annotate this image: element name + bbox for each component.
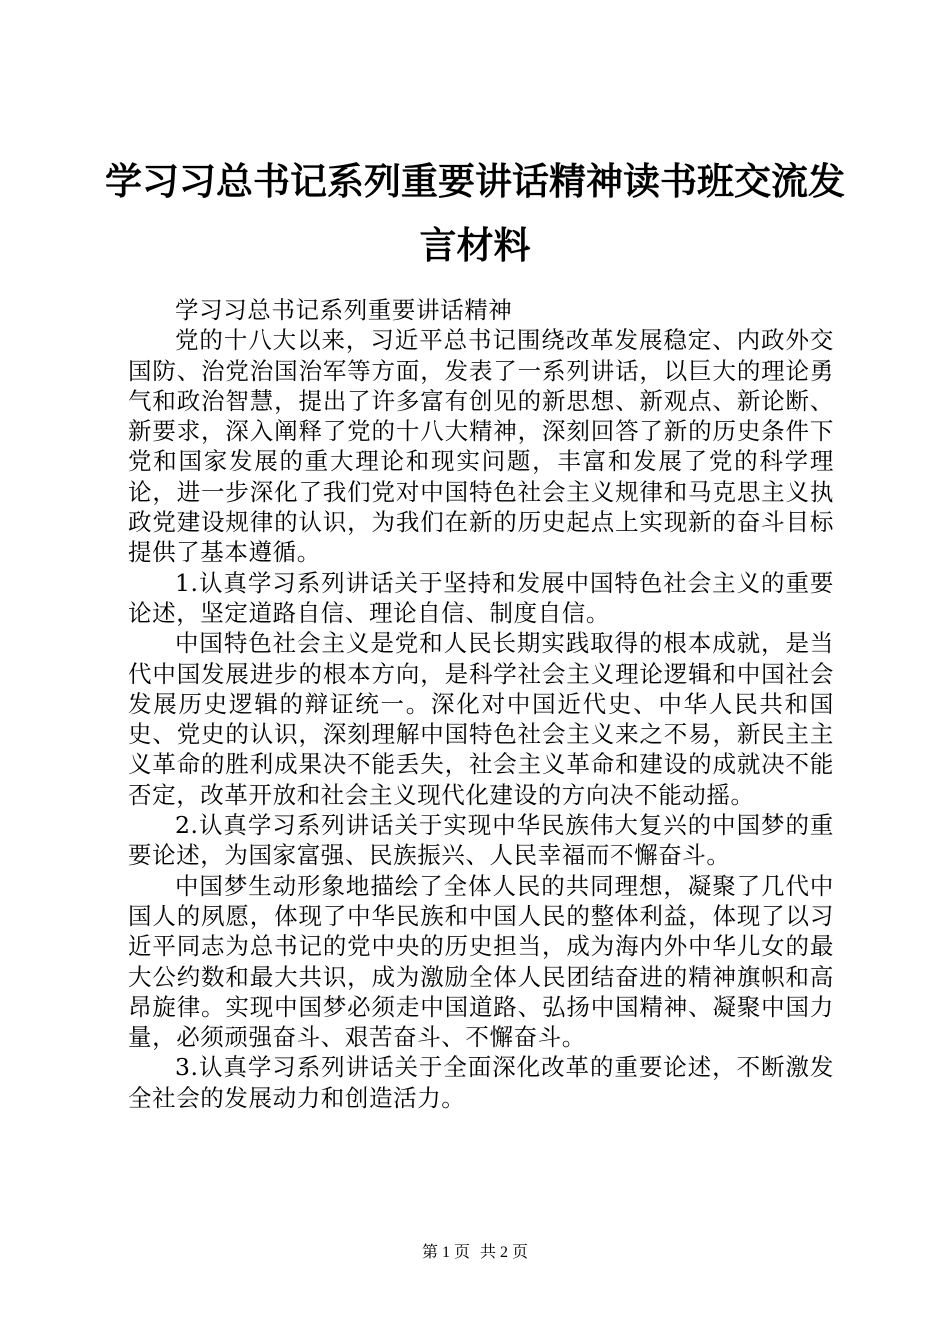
paragraph: 中国梦生动形象地描绘了全体人民的共同理想，凝聚了几代中国人的夙愿，体现了中华民族和中国人民的整体利益，体现了以习近平同志为总书记的党中央的历史担当，成为海内外中华儿女的最大公约数和最大共识，成为激励全体人民团结奋进的精神旗帜和高昂旋律。实现中国梦必须走中国道路、弘扬中国精神、凝聚中国力量，必须顽强奋斗、艰苦奋斗、不懈奋斗。 — [128, 871, 834, 1052]
paragraph-subtitle: 学习习总书记系列重要讲话精神 — [175, 296, 513, 324]
paragraph-point-1: 1.认真学习系列讲话关于坚持和发展中国特色社会主义的重要论述，坚定道路自信、理论自信、制度自信。 — [128, 568, 834, 627]
paragraph-point-2: 2.认真学习系列讲话关于实现中华民族伟大复兴的中国梦的重要论述，为国家富强、民族振兴、人民幸福而不懈奋斗。 — [128, 811, 834, 870]
paragraph: 党的十八大以来，习近平总书记围绕改革发展稳定、内政外交国防、治党治国治军等方面，发表了一系列讲话，以巨大的理论勇气和政治智慧，提出了许多富有创见的新思想、新观点、新论断、新要求，深入阐释了党的十八大精神，深刻回答了新的历史条件下党和国家发展的重大理论和现实问题，丰富和发展了党的科学理论，进一步深化了我们党对中国特色社会主义规律和马克思主义执政党建设规律的认识，为我们在新的历史起点上实现新的奋斗目标提供了基本遵循。 — [128, 326, 834, 567]
page-footer — [0, 1243, 950, 1263]
document-title: 学习习总书记系列重要讲话精神读书班交流发言材料 — [105, 160, 845, 267]
page-number: 第 1 页 — [421, 1244, 470, 1261]
paragraph: 中国特色社会主义是党和人民长期实践取得的根本成就，是当代中国发展进步的根本方向，是科学社会主义理论逻辑和中国社会发展历史逻辑的辩证统一。深化对中国近代史、中华人民共和国史、党史的认识，深刻理解中国特色社会主义来之不易，新民主主义革命的胜利成果决不能丢失，社会主义革命和建设的成就决不能否定，改革开放和社会主义现代化建设的方向决不能动摇。 — [128, 629, 834, 809]
document-body — [128, 295, 834, 1113]
page-total: 共 2 页 — [480, 1244, 529, 1261]
paragraph-point-3: 3.认真学习系列讲话关于全面深化改革的重要论述，不断激发全社会的发展动力和创造活力。 — [128, 1053, 834, 1112]
